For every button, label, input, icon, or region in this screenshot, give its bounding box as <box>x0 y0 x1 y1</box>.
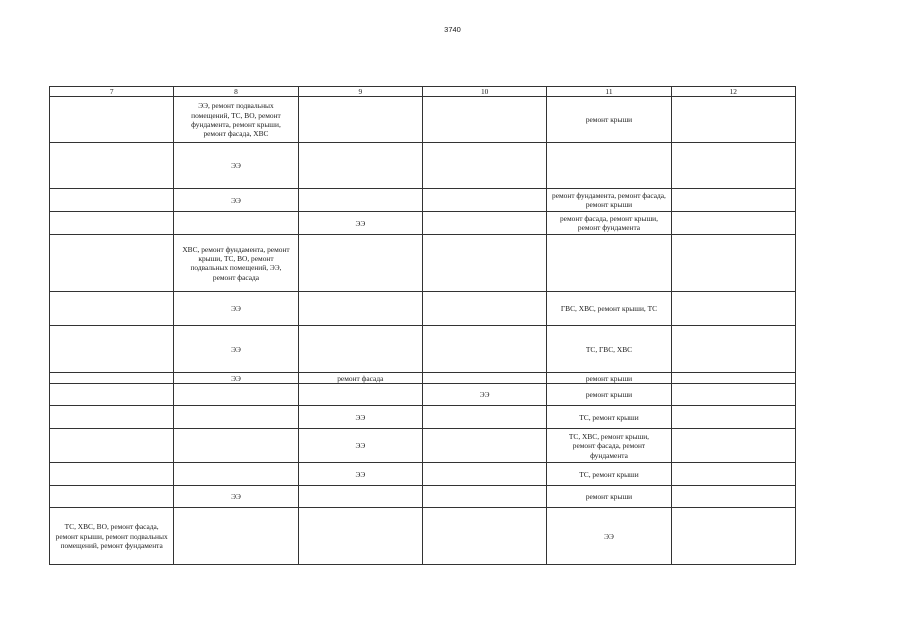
table-cell <box>671 143 795 189</box>
table-cell <box>422 463 546 486</box>
table-cell <box>422 486 546 508</box>
table-cell <box>298 384 422 406</box>
table-row <box>50 292 796 326</box>
header-cell: 12 <box>671 87 795 97</box>
table-cell <box>298 189 422 212</box>
table-cell <box>174 235 298 292</box>
table-cell <box>547 429 671 463</box>
repair-works-table <box>49 86 796 565</box>
table-cell <box>547 235 671 292</box>
table-row <box>50 212 796 235</box>
table-cell: ЭЭ <box>174 292 298 326</box>
table-row <box>50 373 796 384</box>
table-cell <box>422 212 546 235</box>
table-cell <box>671 406 795 429</box>
header-cell: 10 <box>422 87 546 97</box>
table-row <box>50 508 796 565</box>
table-cell: ЭЭ <box>174 326 298 373</box>
table-cell <box>174 97 298 143</box>
table-cell <box>422 292 546 326</box>
table-cell <box>50 235 174 292</box>
table-cell: ГВС, ХВС, ремонт крыши, ТС <box>547 292 671 326</box>
table-cell <box>174 212 298 235</box>
table-cell <box>50 373 174 384</box>
table-cell <box>50 406 174 429</box>
table-cell: ТС, ремонт крыши <box>547 463 671 486</box>
table-cell <box>50 486 174 508</box>
cell-text: ТС, ХВС, ВО, ремонт фасада, ремонт крыши, ремонт подвальных помещений, ремонт фундамента <box>55 522 168 551</box>
table-cell <box>298 508 422 565</box>
table-cell: ЭЭ <box>298 406 422 429</box>
header-row <box>50 87 796 97</box>
page-number: 3740 <box>444 25 461 34</box>
table-row <box>50 463 796 486</box>
table-cell <box>671 326 795 373</box>
table-cell <box>422 508 546 565</box>
table-cell <box>298 143 422 189</box>
table-cell: ЭЭ <box>174 486 298 508</box>
header-cell: 9 <box>298 87 422 97</box>
cell-text: ХВС, ремонт фундамента, ремонт крыши, ТС, ВО, ремонт подвальных помещений, ЭЭ, ремонт фасада <box>182 244 290 282</box>
table-cell: ЭЭ <box>298 463 422 486</box>
table-cell <box>547 143 671 189</box>
table-cell <box>671 292 795 326</box>
table-cell <box>422 373 546 384</box>
table-row <box>50 384 796 406</box>
header-cell: 7 <box>50 87 174 97</box>
table-row <box>50 326 796 373</box>
table-row <box>50 406 796 429</box>
table-cell <box>298 97 422 143</box>
table-cell <box>50 508 174 565</box>
table-cell <box>422 406 546 429</box>
table-cell: ремонт крыши <box>547 384 671 406</box>
table-cell <box>422 326 546 373</box>
table-cell <box>671 373 795 384</box>
table-row <box>50 235 796 292</box>
table-cell: ЭЭ <box>298 212 422 235</box>
table-cell <box>422 189 546 212</box>
table-row <box>50 486 796 508</box>
table-cell: ЭЭ <box>298 429 422 463</box>
table-cell: ремонт фасада <box>298 373 422 384</box>
table-cell <box>671 463 795 486</box>
table-cell <box>422 97 546 143</box>
table-cell: ремонт крыши <box>547 373 671 384</box>
table-cell <box>671 97 795 143</box>
table-cell <box>174 406 298 429</box>
table-cell <box>671 189 795 212</box>
table-cell <box>422 429 546 463</box>
table-row <box>50 97 796 143</box>
table-cell: ЭЭ <box>422 384 546 406</box>
table-cell: ТС, ремонт крыши <box>547 406 671 429</box>
table-cell <box>298 326 422 373</box>
table-cell: ремонт фасада, ремонт крыши, ремонт фундамента <box>547 212 671 235</box>
table-cell <box>174 463 298 486</box>
table-cell <box>50 97 174 143</box>
table-cell: ЭЭ <box>547 508 671 565</box>
table-cell: ремонт фундамента, ремонт фасада, ремонт крыши <box>547 189 671 212</box>
table-cell <box>671 508 795 565</box>
table-cell <box>50 212 174 235</box>
table-row <box>50 143 796 189</box>
table-cell <box>50 143 174 189</box>
table-cell <box>671 235 795 292</box>
table-cell: ремонт крыши <box>547 97 671 143</box>
table-cell: ЭЭ <box>174 373 298 384</box>
table-cell <box>174 508 298 565</box>
table-cell <box>298 235 422 292</box>
table-cell <box>422 143 546 189</box>
cell-text: ТС, ХВС, ремонт крыши, ремонт фасада, ремонт фундамента <box>568 431 650 460</box>
table-cell <box>671 486 795 508</box>
cell-text: ЭЭ, ремонт подвальных помещений, ТС, ВО, ремонт фундамента, ремонт крыши, ремонт фасада, ХВС <box>191 101 281 139</box>
table-cell <box>298 292 422 326</box>
table-cell <box>50 189 174 212</box>
table-cell <box>50 463 174 486</box>
table-cell <box>50 326 174 373</box>
table-cell <box>174 384 298 406</box>
table-cell: ЭЭ <box>174 189 298 212</box>
header-cell: 11 <box>547 87 671 97</box>
table-cell <box>422 235 546 292</box>
table-cell <box>671 384 795 406</box>
table-cell <box>298 486 422 508</box>
table-cell: ЭЭ <box>174 143 298 189</box>
table-cell: ТС, ГВС, ХВС <box>547 326 671 373</box>
table-cell <box>50 292 174 326</box>
table-row <box>50 429 796 463</box>
table-cell <box>50 429 174 463</box>
header-cell: 8 <box>174 87 298 97</box>
table-row <box>50 189 796 212</box>
table-cell <box>671 212 795 235</box>
table-cell <box>174 429 298 463</box>
table-cell: ремонт крыши <box>547 486 671 508</box>
table-cell <box>671 429 795 463</box>
table-cell <box>50 384 174 406</box>
